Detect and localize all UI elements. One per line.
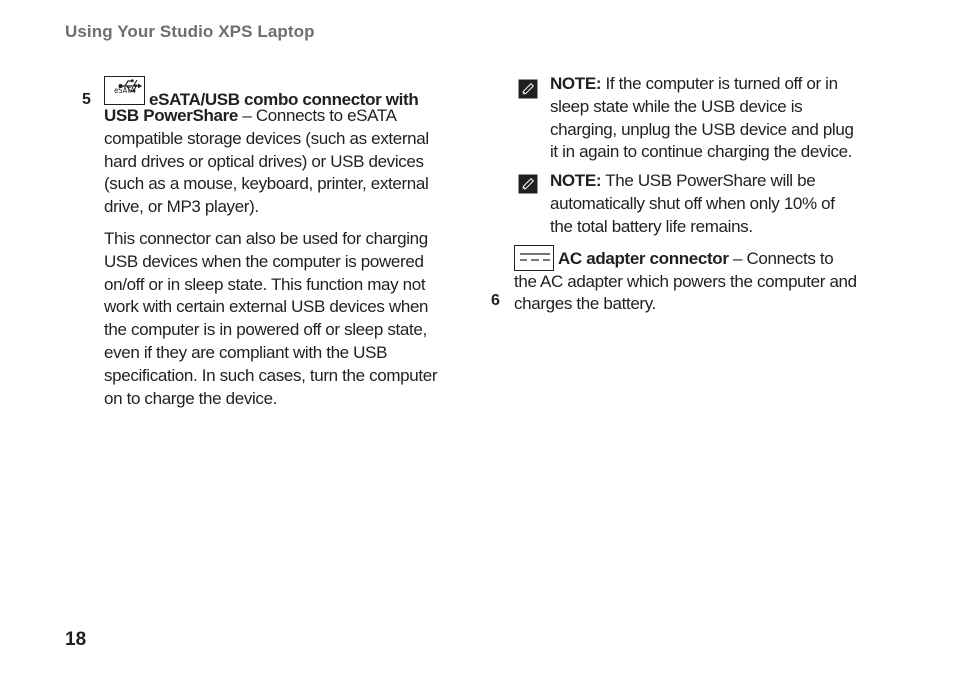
note-label: NOTE: bbox=[550, 171, 602, 191]
item-number-6: 6 bbox=[491, 292, 500, 309]
esata-usb-description-text: – Connects to eSATA compatible storage devices (such as external hard drives or optical drives) or USB devices (such as a mouse, keyboard, printer, external drive, or MP3 player). bbox=[104, 106, 429, 217]
ac-adapter-description bbox=[514, 248, 859, 317]
dc-power-icon bbox=[514, 245, 554, 271]
note-pencil-icon bbox=[518, 174, 538, 194]
item-number-5: 5 bbox=[82, 91, 91, 108]
note-pencil-icon bbox=[518, 79, 538, 99]
esata-usb-icon bbox=[104, 76, 145, 105]
page-number: 18 bbox=[65, 629, 87, 650]
ac-adapter-title: AC adapter connector bbox=[558, 248, 729, 268]
esata-usb-charging-paragraph: This connector can also be used for charging USB devices when the computer is powered on/off or in sleep state. This function may not work with certain external USB devices when the computer is in powered off or sleep state, even if they are compliant with the USB specification. In such cases, turn the computer on to charge the device. bbox=[104, 228, 438, 408]
note-text: The USB PowerShare will be automatically shut off when only 10% of the total battery life remains. bbox=[550, 171, 835, 236]
esata-usb-heading-line bbox=[104, 75, 449, 109]
note-label: NOTE: bbox=[550, 74, 602, 93]
note-text: If the computer is turned off or in sleep state while the USB device is charging, unplug the USB device and plug it in again to continue charging the device. bbox=[550, 74, 854, 162]
esata-usb-title-line2: USB PowerShare bbox=[104, 106, 238, 125]
esata-usb-title-line1: eSATA/USB combo connector with bbox=[149, 90, 419, 109]
note-powershare-shutoff bbox=[514, 170, 859, 238]
running-header: Using Your Studio XPS Laptop bbox=[65, 22, 315, 41]
right-column bbox=[514, 73, 859, 316]
esata-usb-section bbox=[104, 75, 449, 410]
esata-usb-description bbox=[104, 75, 449, 219]
note-usb-charging bbox=[514, 73, 859, 164]
ac-adapter-description-text: – Connects to the AC adapter which powers the computer and charges the battery. bbox=[514, 248, 857, 314]
esata-icon-label: eSATA bbox=[114, 86, 135, 96]
